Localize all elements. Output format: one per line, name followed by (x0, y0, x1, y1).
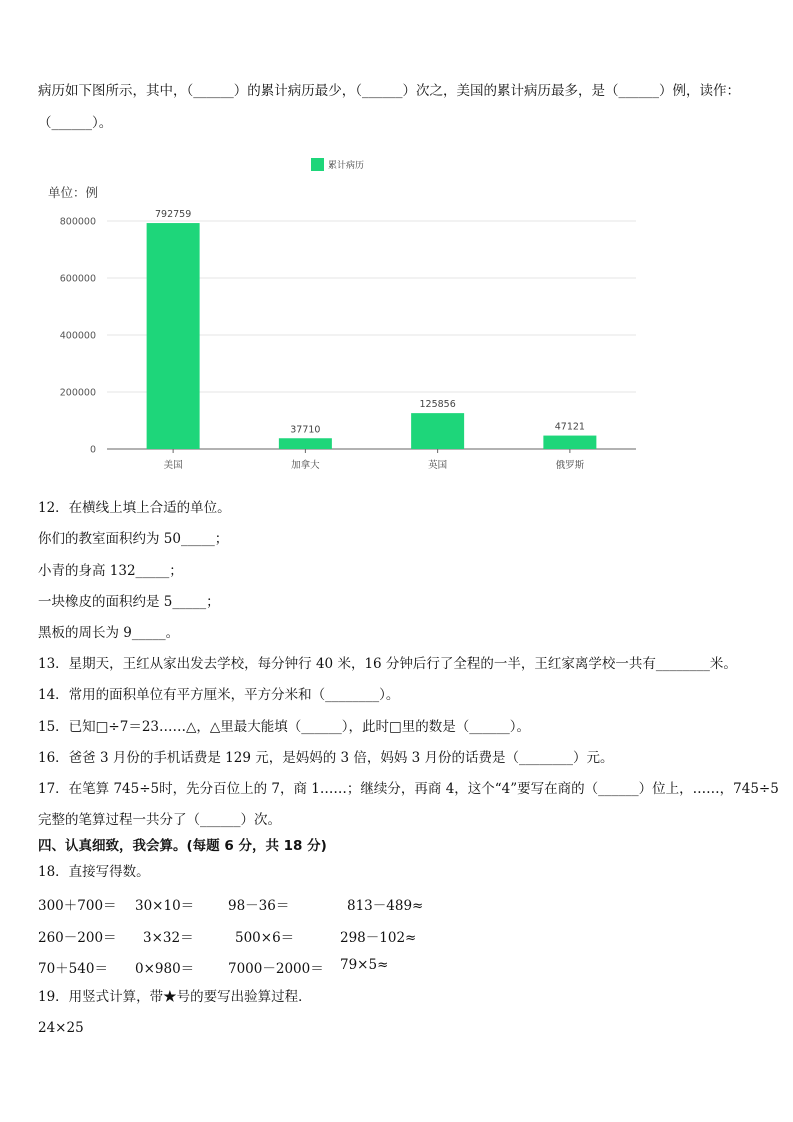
q12-item-a: 你们的教室面积约为 50_____； (38, 531, 229, 547)
unit-label: 单位：例 (48, 185, 99, 200)
q17-line-1: 17．在笔算 745÷5时，先分百位上的 7，商 1……；继续分，再商 4，这个“4”要写在商的（______）位上，……，745÷5 (38, 781, 779, 797)
intro-line-1: 病历如下图所示，其中，（______）的累计病历最少，（______）次之，美国的累计病历最多，是（______）例，读作： (38, 83, 740, 99)
q18-cell: 813－489≈ (347, 898, 424, 914)
bar-value-label: 37710 (290, 424, 321, 436)
q18-cell: 300＋700＝ (38, 898, 117, 914)
q18-title: 18．直接写得数。 (38, 864, 150, 880)
q13: 13．星期天，王红从家出发去学校，每分钟行 40 米，16 分钟后行了全程的一半，王红家离学校一共有________米。 (38, 656, 737, 672)
q18-cell: 0×980＝ (135, 961, 195, 977)
bar-chart (40, 150, 650, 480)
bar (279, 438, 332, 449)
y-tick-label: 200000 (59, 387, 96, 399)
intro-line-2: （______）。 (38, 115, 113, 131)
q18-cell: 98－36＝ (228, 898, 290, 914)
q18-cell: 3×32＝ (143, 930, 194, 946)
y-tick-label: 0 (89, 444, 96, 456)
q18-cell: 7000－2000＝ (228, 961, 324, 977)
q18-cell: 30×10＝ (135, 898, 195, 914)
q12-item-c: 一块橡皮的面积约是 5_____； (38, 594, 220, 610)
q18-cell: 298－102≈ (340, 930, 417, 946)
y-tick-label: 600000 (59, 273, 96, 285)
q12-item-d: 黑板的周长为 9_____。 (38, 625, 180, 641)
legend-label: 累计病历 (328, 161, 365, 171)
x-tick-label: 加拿大 (291, 460, 320, 471)
bar (543, 436, 596, 449)
y-tick-label: 800000 (59, 216, 96, 228)
q16: 16．爸爸 3 月份的手机话费是 129 元，是妈妈的 3 倍，妈妈 3 月份的话费是（________）元。 (38, 750, 614, 766)
section-4-heading: 四、认真细致，我会算。(每题 6 分，共 18 分) (38, 838, 327, 854)
q14: 14．常用的面积单位有平方厘米，平方分米和（________）。 (38, 687, 400, 703)
q18-cell: 260－200＝ (38, 930, 117, 946)
q18-cell: 70＋540＝ (38, 961, 108, 977)
y-tick-label: 400000 (59, 330, 96, 342)
q18-cell: 79×5≈ (340, 957, 389, 973)
q15: 15．已知□÷7＝23……△，△里最大能填（______），此时□里的数是（______）。 (38, 719, 531, 735)
bar-value-label: 792759 (154, 209, 192, 221)
legend-swatch (311, 158, 324, 171)
q12-item-b: 小青的身高 132_____； (38, 563, 183, 579)
bar-value-label: 47121 (554, 421, 585, 433)
q18-cell: 500×6＝ (235, 930, 295, 946)
q17-line-2: 完整的笔算过程一共分了（______）次。 (38, 812, 281, 828)
x-tick-label: 俄罗斯 (555, 460, 585, 471)
q19-title: 19．用竖式计算，带★号的要写出验算过程． (38, 989, 312, 1005)
bar-value-label: 125856 (419, 399, 456, 411)
x-tick-label: 美国 (163, 460, 183, 471)
q19-expression: 24×25 (38, 1020, 84, 1036)
x-tick-label: 英国 (428, 460, 448, 471)
bar (147, 223, 200, 449)
bar (411, 413, 464, 449)
q12-title: 12．在横线上填上合适的单位。 (38, 500, 231, 516)
